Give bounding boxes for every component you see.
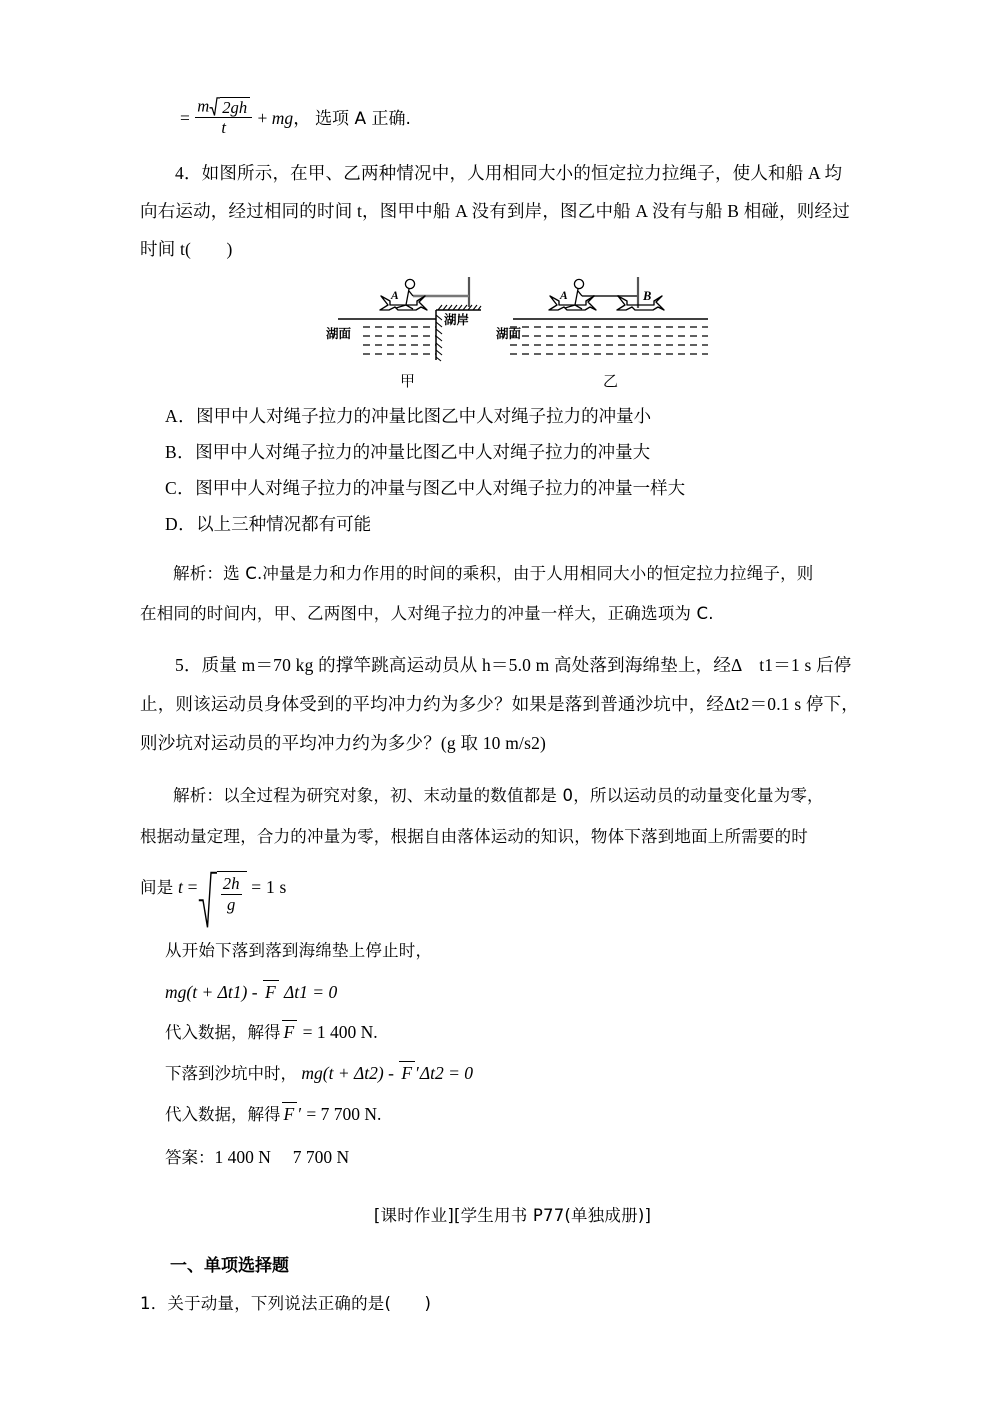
q4-analysis-line-2: 在相同的时间内，甲、乙两图中，人对绳子拉力的冲量一样大，正确选项为 C. <box>140 604 714 623</box>
radical-2gh <box>209 97 250 116</box>
fraction-mroot2gh-over-t <box>195 97 252 137</box>
result-2-value: = 7 700 N. <box>306 1103 382 1124</box>
right-boat-label-B: B <box>643 289 652 303</box>
option-B[interactable] <box>140 434 885 470</box>
option-C-label: C． <box>165 478 196 498</box>
step-2-prefix: 下落到沙坑中时， <box>165 1063 297 1083</box>
exercise-section <box>140 1248 885 1324</box>
option-C[interactable] <box>140 470 885 506</box>
eq2-rhs: Δt2 = 0 <box>419 1062 474 1083</box>
result-1-prefix: 代入数据，解得 <box>165 1022 281 1042</box>
eq1-rhs: Δt1 = 0 <box>284 981 338 1002</box>
q5-stem-line-1 <box>140 646 885 685</box>
result-2-prime: ′ <box>298 1103 303 1124</box>
left-boat-hull <box>380 296 427 310</box>
q4-figure <box>140 274 885 394</box>
q5-stem-text-1: 质量 m＝70 kg 的撑竿跳高运动员从 h＝5.0 m 高处落到海绵垫上，经Δ t1＝1 s 后停 <box>201 655 852 675</box>
q4-stem-line-3: 时间 t( ) <box>140 239 233 259</box>
q4-options <box>140 398 885 542</box>
answer-label: 答案： <box>165 1147 215 1167</box>
figure-canvas <box>318 274 718 394</box>
eq1-lhs: mg(t + Δt1) - <box>165 981 258 1002</box>
option-B-text: 图甲中人对绳子拉力的冲量比图乙中人对绳子拉力的冲量大 <box>195 442 651 462</box>
option-D[interactable] <box>140 506 885 542</box>
question-4 <box>140 154 885 268</box>
result-2-f-bar: F <box>283 1103 295 1124</box>
left-person-arm <box>409 291 413 296</box>
conclusion-text: 选项 A 正确. <box>315 109 411 129</box>
q4-stem-text-1: 如图所示，在甲、乙两种情况中，人用相同大小的恒定拉力拉绳子，使人和船 A 均 <box>201 163 843 183</box>
time-den-g: g <box>226 894 236 914</box>
eq2-f-bar: F <box>401 1062 413 1083</box>
q5-result-1 <box>140 1012 885 1053</box>
result-1-f-bar: F <box>283 1021 295 1042</box>
exercise-q1-text: 关于动量，下列说法正确的是( ) <box>167 1293 432 1313</box>
q5-stem-line-3: 则沙坑对运动员的平均冲力约为多少？(g 取 10 m/s2) <box>140 733 547 753</box>
q5-number: 5． <box>175 655 202 675</box>
eq1-f-bar: F <box>264 981 276 1002</box>
time-formula-prefix: 间是 <box>140 878 174 897</box>
option-D-text: 以上三种情况都有可能 <box>196 514 372 534</box>
boats-and-shore-diagram <box>318 274 718 394</box>
q4-analysis <box>140 554 885 634</box>
left-person-head <box>405 279 414 288</box>
numerator-m: m <box>197 96 210 116</box>
option-D-label: D． <box>165 514 197 534</box>
option-A[interactable] <box>140 398 885 434</box>
exercise-heading: 一、单项选择题 <box>170 1255 289 1276</box>
exercise-q1 <box>140 1284 885 1324</box>
option-A-text: 图甲中人对绳子拉力的冲量比图乙中人对绳子拉力的冲量小 <box>196 406 652 426</box>
section-marker: [课时作业][学生用书 P77(单独成册)] <box>373 1205 652 1225</box>
q4-number: 4． <box>175 163 202 183</box>
eq2-prime: ′ <box>416 1062 420 1083</box>
time-equals-1: = <box>187 877 198 897</box>
q4-analysis-line-1: 解析：选 C.冲量是力和力作用的时间的乘积，由于人用相同大小的恒定拉力拉绳子，则 <box>173 564 814 583</box>
q5-step-1-text: 从开始下落到落到海绵垫上停止时， <box>165 940 433 960</box>
q5-stem-line-2: 止，则该运动员身体受到的平均冲力约为多少？如果是落到普通沙坑中，经Δt2＝0.1 s 停下， <box>140 694 859 714</box>
right-boat-b-hull <box>617 296 664 310</box>
right-boat-label-A: A <box>560 290 568 302</box>
radical-2h-over-g <box>198 871 247 929</box>
left-shore-hatch-side <box>436 315 442 361</box>
option-A-label: A． <box>165 406 197 426</box>
q5-equation-1 <box>140 972 885 1012</box>
result-2-prefix: 代入数据，解得 <box>165 1104 281 1124</box>
time-var-t: t <box>177 877 184 897</box>
option-B-label: B． <box>165 442 196 462</box>
q5-result-2 <box>140 1094 885 1135</box>
right-water-label: 湖面 <box>496 326 522 341</box>
radicand-2gh: 2gh <box>222 97 248 117</box>
right-person-arm <box>578 291 582 296</box>
question-5 <box>140 646 885 763</box>
answer-value: 1 400 N 7 700 N <box>214 1146 350 1167</box>
continued-formula-line <box>140 95 885 142</box>
q5-analysis-line-2: 根据动量定理，合力的冲量为零，根据自由落体运动的知识，物体下落到地面上所需要的时 <box>140 827 808 846</box>
q5-time-formula-line <box>140 861 885 930</box>
comma: ， <box>293 108 311 128</box>
q5-equation-2 <box>140 1053 885 1094</box>
right-boat-a-hull <box>549 296 596 310</box>
time-equals-result: = 1 s <box>251 877 287 897</box>
left-shore-label: 湖岸 <box>444 312 470 327</box>
result-1-value: = 1 400 N. <box>302 1021 378 1042</box>
denominator-t: t <box>221 118 227 138</box>
term-mg: mg <box>271 108 294 128</box>
q5-answer-line <box>140 1135 885 1180</box>
left-boat-label-A: A <box>391 290 399 302</box>
right-figure-caption: 乙 <box>603 374 619 390</box>
q5-analysis-line-1: 解析：以全过程为研究对象，初、末动量的数值都是 0，所以运动员的动量变化量为零， <box>173 786 824 805</box>
q4-stem-line-2: 向右运动，经过相同的时间 t，图甲中船 A 没有到岸，图乙中船 A 没有与船 B 相碰，则经过 <box>140 201 850 221</box>
page-content <box>140 95 885 1324</box>
exercise-q1-number: 1． <box>140 1293 168 1313</box>
plus-sign: + <box>257 108 268 128</box>
left-figure-caption: 甲 <box>400 374 416 390</box>
q5-analysis <box>140 775 885 1180</box>
q4-stem-line-1 <box>140 154 885 192</box>
eq2-lhs: mg(t + Δt2) - <box>301 1062 394 1083</box>
option-C-text: 图甲中人对绳子拉力的冲量与图乙中人对绳子拉力的冲量一样大 <box>195 478 686 498</box>
equals-sign: = <box>180 108 190 128</box>
right-person-head <box>574 279 583 288</box>
time-num-2h: 2h <box>222 874 240 894</box>
left-water-label: 湖面 <box>326 326 352 341</box>
